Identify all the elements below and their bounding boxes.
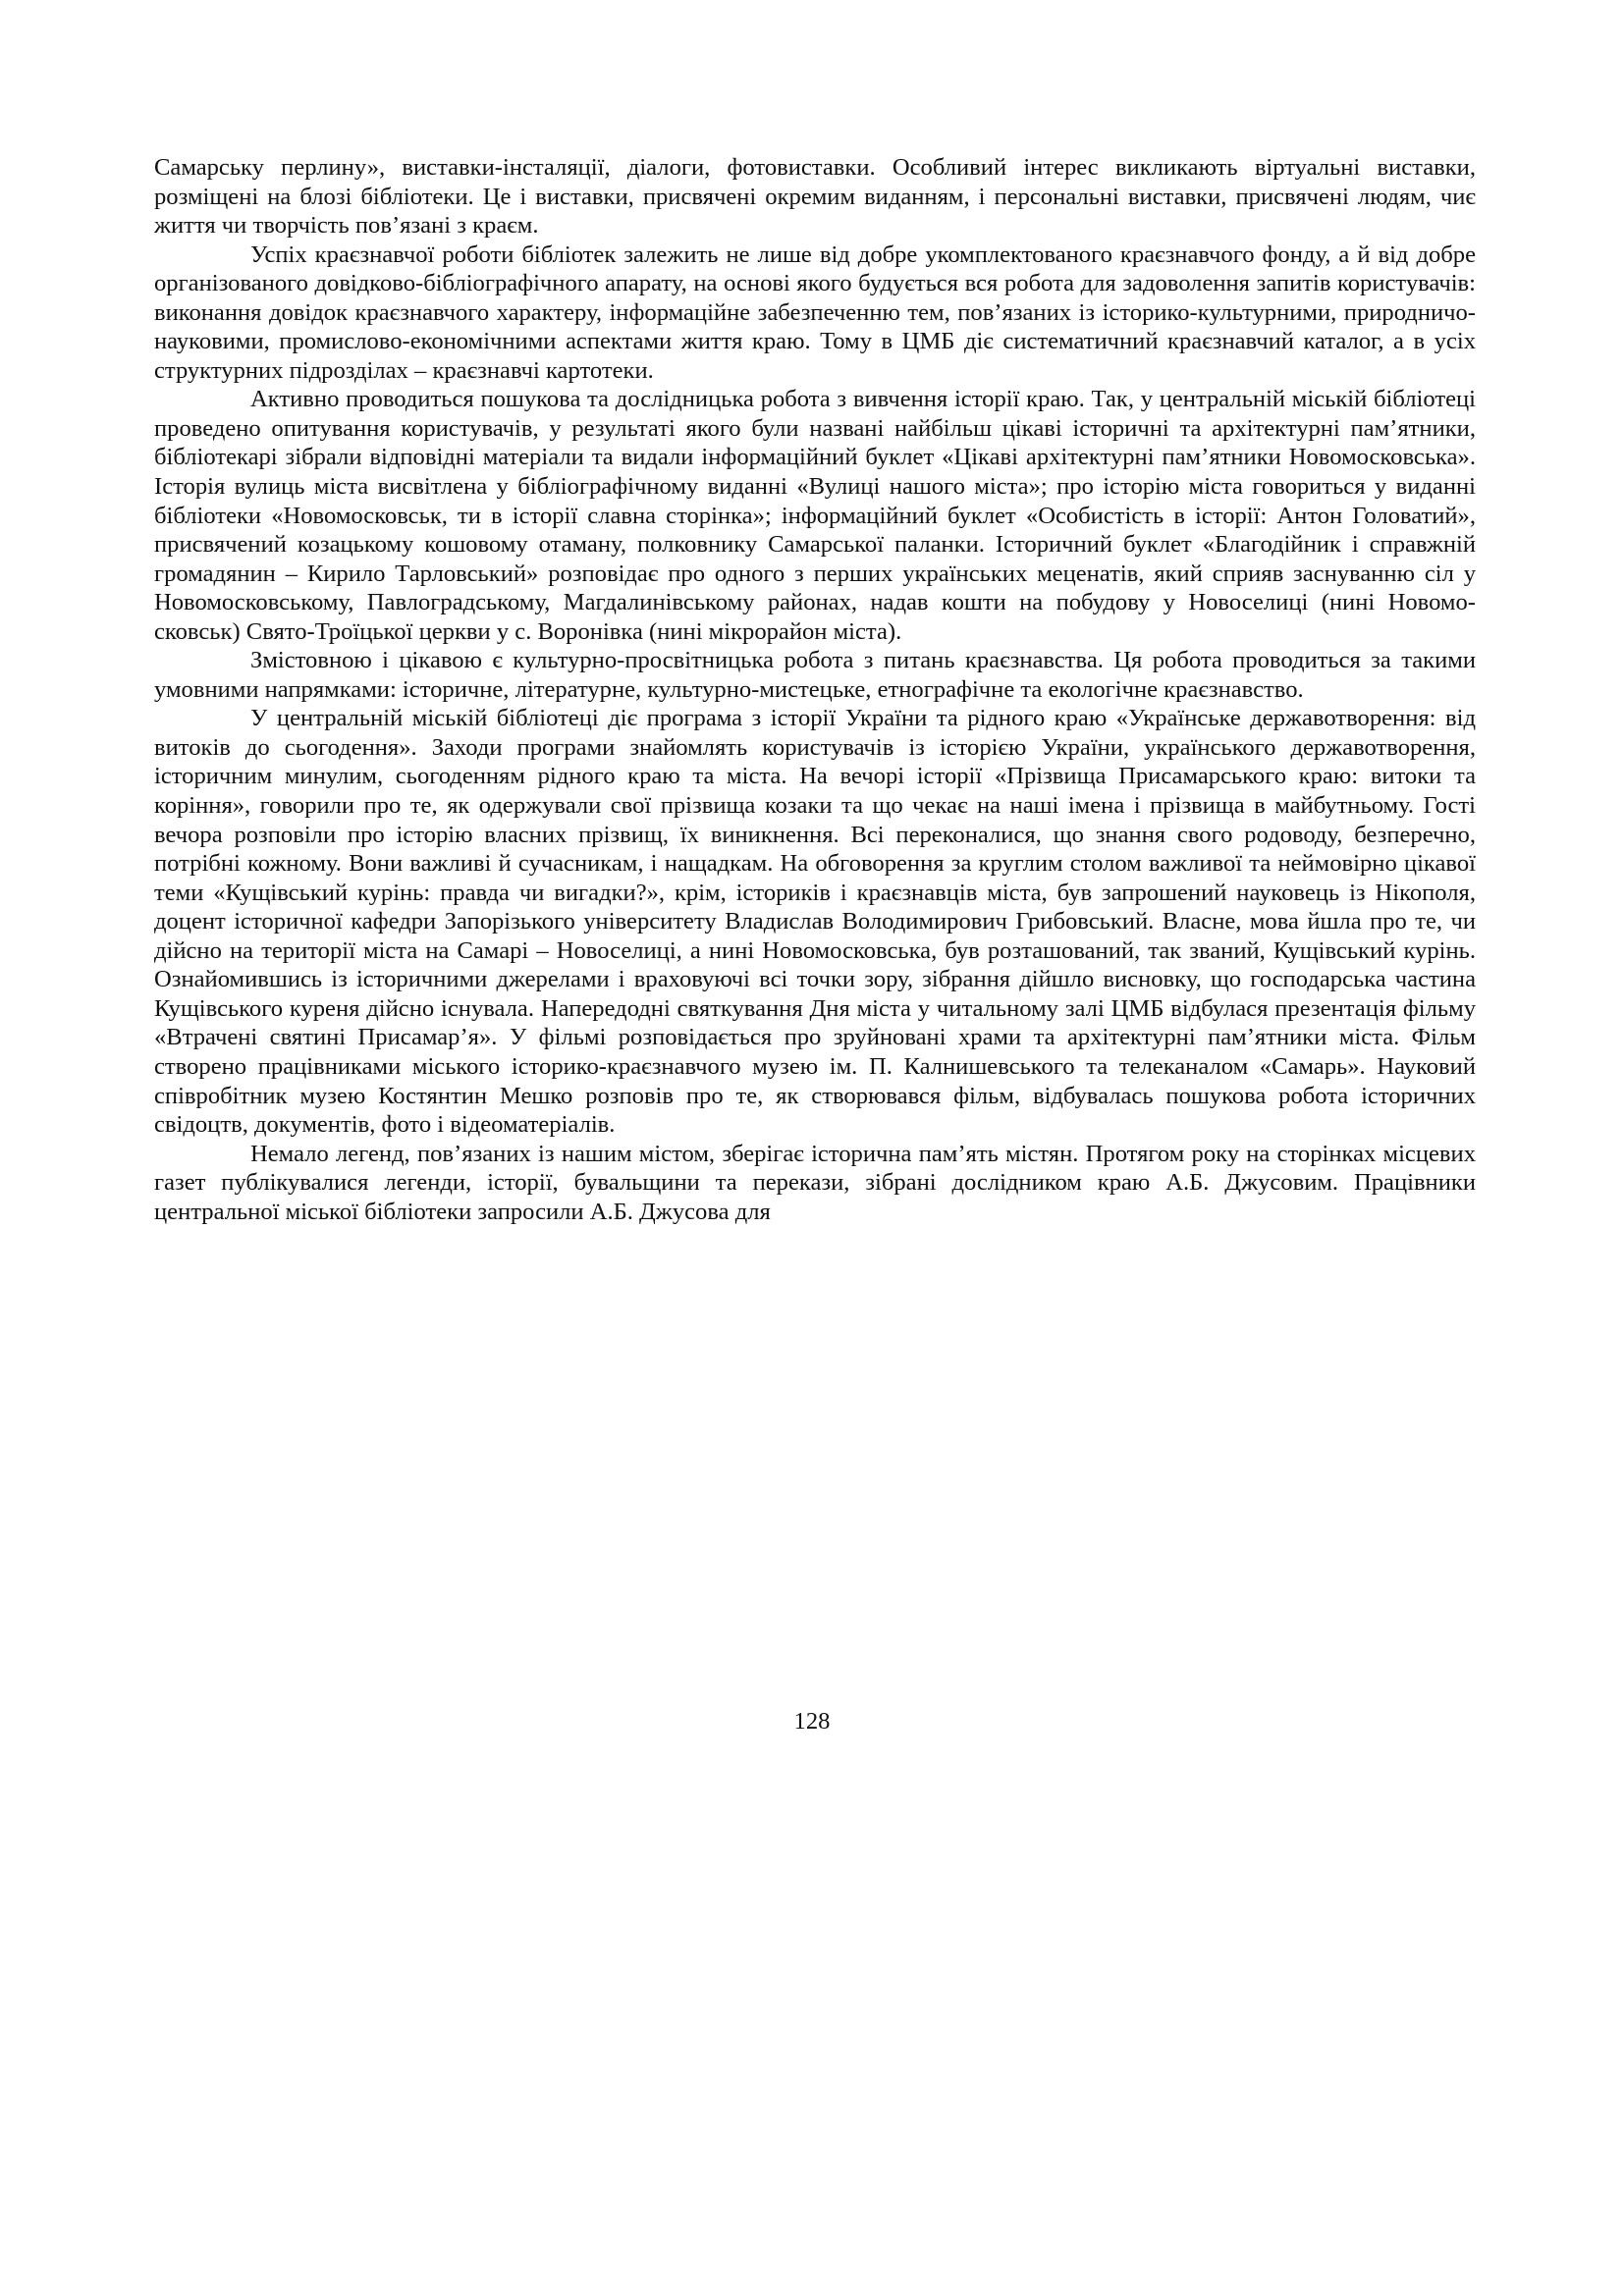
paragraph-5: У центральній міській бібліотеці діє програма з історії України та рідного краю «Українське державотворення: від витоків до сьогодення». Заходи програми знайомлять користувачів із історією України, українського державотворення, історичним минулим, сьогоденням рідного краю та міста. На вечорі історії «Прізвища Присамарського краю: витоки та коріння», говорили про те, як одержували свої прізвища козаки та що чекає на наші імена і прізвища в майбутньому. Гості вечора розповіли про історію власних прізвищ, їх виникнення. Всі переконалися, що знання свого родоводу, безперечно, потрібні кожному. Вони важливі й сучасникам, і нащадкам. На обговорення за круглим столом важливої та неймовірно цікавої теми «Кущівський курінь: правда чи вигадки?», крім, істориків і краєзнавців міста, був запрошений науковець із Нікополя, доцент історичної кафедри Запорізького університету Владислав Володимирович Грибовський. Власне, мова йшла про те, чи дійсно на території міста на Самарі – Новоселиці, а нині Новомосковська, був розташований, так званий, Кущівський курінь. Ознайомившись із історичними джерелами і враховуючі всі точки зору, зібрання дійшло висновку, що господарська частина Кущівського куреня дійсно існувала. Напередодні святкування Дня міста у читальному залі ЦМБ відбулася презентація фільму «Втрачені святині Присамар’я». У фільмі розповідається про зруйновані храми та архітектурні пам’ятники міста. Фільм створено працівниками міського історико-краєзнавчого музею ім. П. Калнишевського та телеканалом «Самарь». Науковий співробітник музею Костянтин Мешко розповів про те, як створювався фільм, відбувалась пошукова робота історичних свідоцтв, документів, фото і відеоматеріалів. [154, 705, 1476, 1139]
paragraph-4: Змістовною і цікавою є культурно-просвітницька робота з питань краєзнавства. Ця робота проводиться за такими умовними напрямками: історичне, літературне, культурно-мистецьке, етнографічне та екологічне краєзнавство. [154, 647, 1476, 703]
body-text [154, 153, 1476, 1226]
paragraph-3: Активно проводиться пошукова та дослідницька робота з вивчення історії краю. Так, у центральній міській бібліотеці проведено опитування користувачів, у результаті якого були названі найбільш цікаві історичні та архітектурні пам’ятники, бібліотекарі зібрали відповідні матеріали та видали інформаційний буклет «Цікаві архітектурні пам’ятники Новомосковська». Історія вулиць міста висвітлена у бібліографічному виданні «Вулиці нашого міста»; про історію міста говориться у виданні бібліотеки «Новомосковськ, ти в історії славна сторінка»; інформаційний буклет «Особистість в історії: Антон Головатий», присвячений козацькому кошовому отаману, полковнику Самарської паланки. Історичний буклет «Благодійник і справжній громадянин – Кирило Тарловський» розповідає про одного з перших українських меценатів, який сприяв заснуванню сіл у Новомосковському, Павлоградському, Магдалинівському районах, надав кошти на побудову у Новоселиці (нині Новомосковськ) Свято-Троїцької церкви у с. Воронівка (нині мікрорайон міста). [154, 386, 1476, 645]
page-number: 128 [793, 1708, 831, 1735]
paragraph-6: Немало легенд, пов’язаних із нашим містом, зберігає історична пам’ять містян. Протягом року на сторінках місцевих газет публікувалися легенди, історії, бувальщини та перекази, зібрані дослідником краю А.Б. Джусовим. Працівники центральної міської бібліотеки запросили А.Б. Джусова для [154, 1140, 1476, 1225]
paragraph-2: Успіх краєзнавчої роботи бібліотек залежить не лише від добре укомплектованого краєзнавчого фонду, а й від добре організованого довідково-бібліографічного апарату, на основі якого будується вся робота для задоволення запитів користувачів: виконання довідок краєзнавчого характеру, інформаційне забезпеченню тем, пов’язаних із історико-культурними, природничо-науковими, промислово-економічними аспектами життя краю. Тому в ЦМБ діє систематичний краєзнавчий каталог, а в усіх структурних підрозділах – краєзнавчі картотеки. [154, 240, 1476, 384]
paragraph-1: Самарську перлину», виставки-інсталяції, діалоги, фотовиставки. Особливий інтерес викликають віртуальні виставки, розміщені на блозі бібліотеки. Це і виставки, присвячені окремим виданням, і персональні виставки, присвячені людям, чиє життя чи творчість пов’язані з краєм. [154, 154, 1476, 240]
